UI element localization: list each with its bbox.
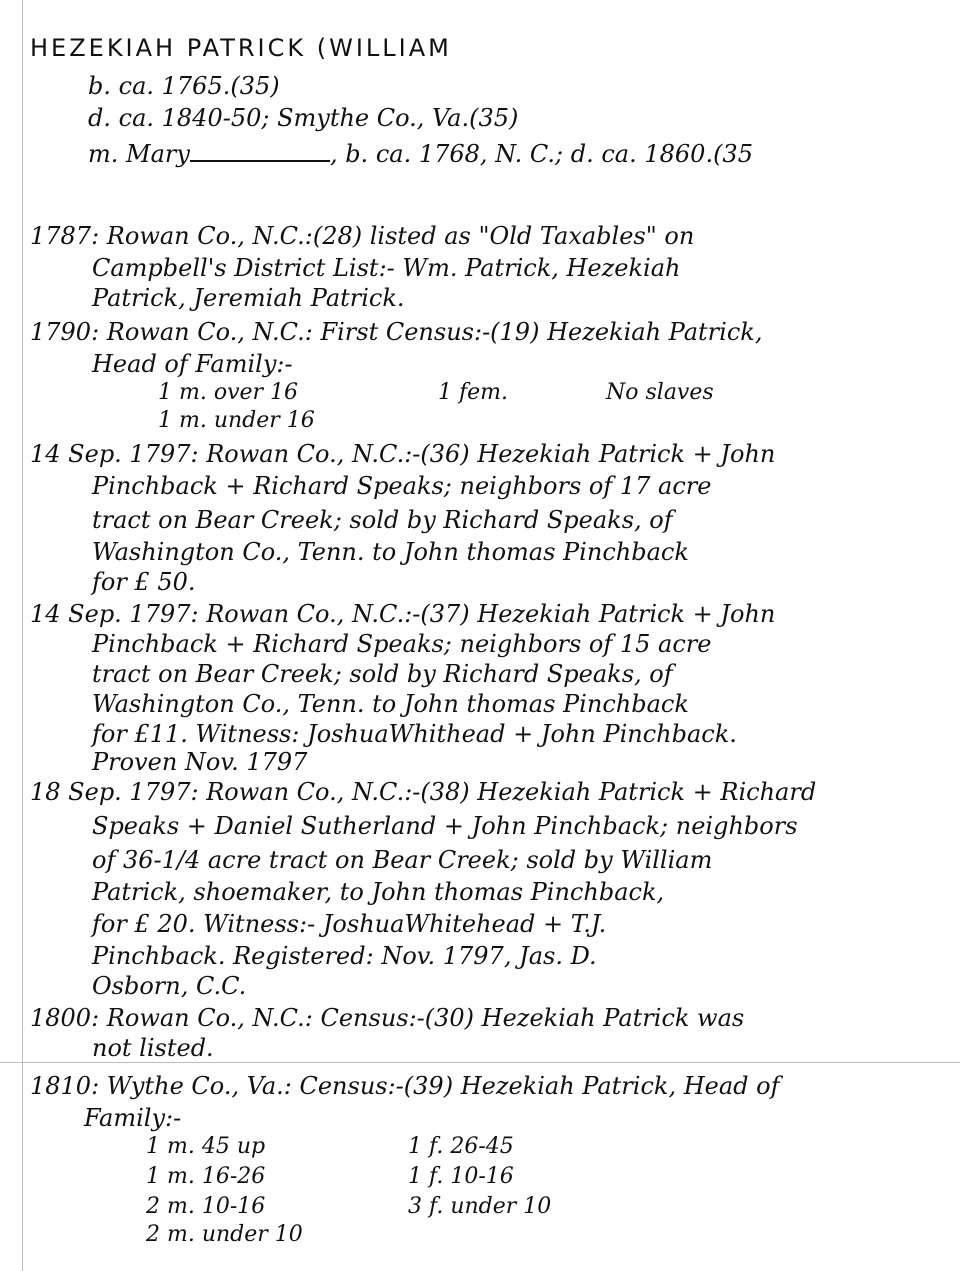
entry-1797a-line-4: Washington Co., Tenn. to John thomas Pinchback xyxy=(92,538,689,566)
entry-1797c-line-4: Patrick, shoemaker, to John thomas Pinchback, xyxy=(92,878,665,906)
entry-1800-line-2: not listed. xyxy=(92,1034,214,1062)
census-1790-slaves: No slaves xyxy=(606,380,714,405)
person-name: HEZEKIAH PATRICK (WILLIAM xyxy=(30,34,452,62)
entry-1787-line-3: Patrick, Jeremiah Patrick. xyxy=(92,284,405,312)
entry-1787-line-1: 1787: Rowan Co., N.C.:(28) listed as "Old Taxables" on xyxy=(30,222,695,250)
census-1790-males-over-16: 1 m. over 16 xyxy=(158,380,299,405)
entry-1797b-line-3: tract on Bear Creek; sold by Richard Speaks, of xyxy=(92,660,673,688)
entry-1810-line-2: Family:- xyxy=(84,1104,182,1132)
death-line: d. ca. 1840-50; Smythe Co., Va.(35) xyxy=(88,104,519,132)
entry-1797a-line-3: tract on Bear Creek; sold by Richard Speaks, of xyxy=(92,506,673,534)
census-1810-male-row: 2 m. 10-16 xyxy=(146,1194,266,1219)
entry-1797c-line-6: Pinchback. Registered: Nov. 1797, Jas. D. xyxy=(92,942,597,970)
entry-1797b-line-4: Washington Co., Tenn. to John thomas Pinchback xyxy=(92,690,689,718)
census-1810-male-row: 2 m. under 10 xyxy=(146,1222,303,1247)
census-1790-males-under-16: 1 m. under 16 xyxy=(158,408,315,433)
entry-1797c-line-1: 18 Sep. 1797: Rowan Co., N.C.:-(38) Hezekiah Patrick + Richard xyxy=(30,778,817,806)
entry-1797c-line-7: Osborn, C.C. xyxy=(92,972,247,1000)
entry-1790-line-2: Head of Family:- xyxy=(92,350,293,378)
entry-1787-line-2: Campbell's District List:- Wm. Patrick, Hezekiah xyxy=(92,254,681,282)
birth-line: b. ca. 1765.(35) xyxy=(88,72,280,100)
name-blank xyxy=(190,142,330,162)
entry-1797a-line-5: for £ 50. xyxy=(92,568,196,596)
entry-1797b-line-5: for £11. Witness: JoshuaWhithead + John Pinchback. xyxy=(92,720,737,748)
entry-1797c-line-3: of 36-1/4 acre tract on Bear Creek; sold by William xyxy=(92,846,713,874)
marriage-line xyxy=(88,140,753,168)
entry-1800-line-1: 1800: Rowan Co., N.C.: Census:-(30) Hezekiah Patrick was xyxy=(30,1004,745,1032)
entry-1797a-line-2: Pinchback + Richard Speaks; neighbors of 17 acre xyxy=(92,472,712,500)
census-1810-female-row: 1 f. 26-45 xyxy=(408,1134,514,1159)
marriage-prefix: m. Mary xyxy=(88,140,190,168)
marriage-suffix: , b. ca. 1768, N. C.; d. ca. 1860.(35 xyxy=(329,140,753,168)
entry-1797b-line-1: 14 Sep. 1797: Rowan Co., N.C.:-(37) Hezekiah Patrick + John xyxy=(30,600,776,628)
entry-1797c-line-2: Speaks + Daniel Sutherland + John Pinchback; neighbors xyxy=(92,812,798,840)
entry-1797a-line-1: 14 Sep. 1797: Rowan Co., N.C.:-(36) Hezekiah Patrick + John xyxy=(30,440,776,468)
left-margin-line xyxy=(22,0,23,1271)
census-1810-male-row: 1 m. 16-26 xyxy=(146,1164,266,1189)
census-1810-female-row: 3 f. under 10 xyxy=(408,1194,552,1219)
entry-1797b-line-6: Proven Nov. 1797 xyxy=(92,748,308,776)
entry-1797b-line-2: Pinchback + Richard Speaks; neighbors of 15 acre xyxy=(92,630,712,658)
census-1810-female-row: 1 f. 10-16 xyxy=(408,1164,514,1189)
horizontal-rule xyxy=(0,1062,960,1063)
entry-1797c-line-5: for £ 20. Witness:- JoshuaWhitehead + T.J. xyxy=(92,910,607,938)
census-1790-females: 1 fem. xyxy=(438,380,509,405)
census-1810-male-row: 1 m. 45 up xyxy=(146,1134,266,1159)
entry-1810-line-1: 1810: Wythe Co., Va.: Census:-(39) Hezekiah Patrick, Head of xyxy=(30,1072,780,1100)
entry-1790-line-1: 1790: Rowan Co., N.C.: First Census:-(19) Hezekiah Patrick, xyxy=(30,318,763,346)
